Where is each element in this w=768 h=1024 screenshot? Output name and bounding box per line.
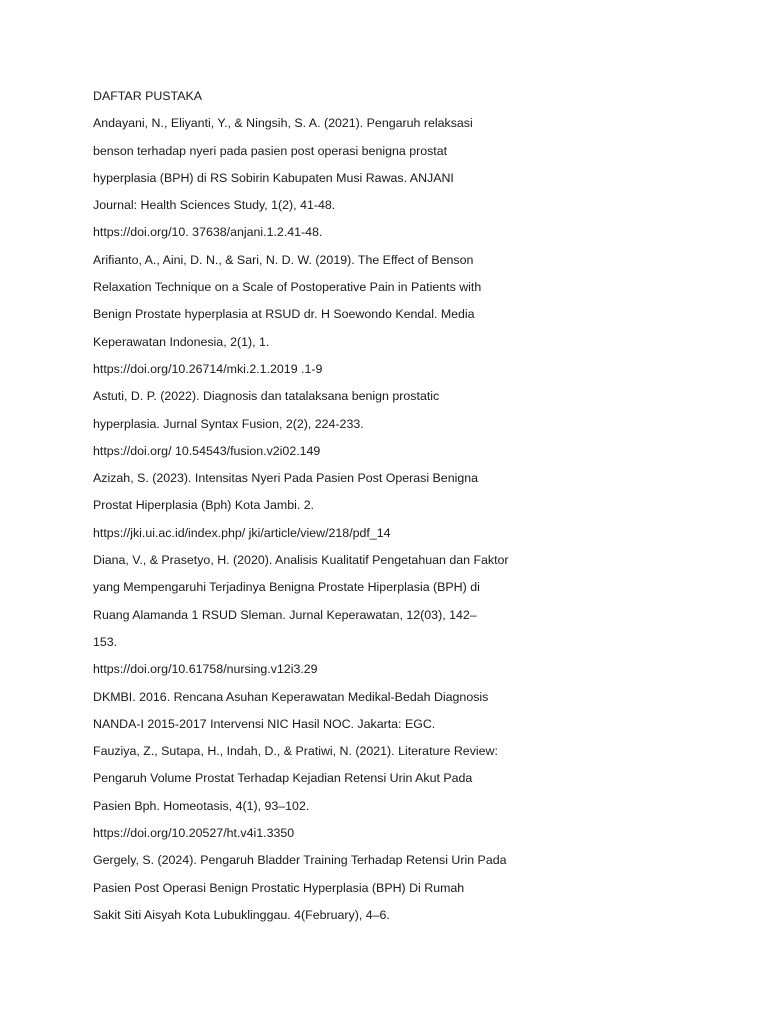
reference-line: Diana, V., & Prasetyo, H. (2020). Analisis Kualitatif Pengetahuan dan Faktor [93, 553, 509, 568]
reference-list [93, 83, 553, 929]
reference-line: hyperplasia. Jurnal Syntax Fusion, 2(2), 224-233. [93, 416, 364, 431]
reference-link[interactable]: https://doi.org/10.61758/nursing.v12i3.29 [93, 662, 318, 677]
reference-line: benson terhadap nyeri pada pasien post operasi benigna prostat [93, 143, 448, 158]
reference-line: Sakit Siti Aisyah Kota Lubuklinggau. 4(February), 4–6. [93, 907, 390, 922]
reference-line: Relaxation Technique on a Scale of Postoperative Pain in Patients with [93, 280, 482, 295]
reference-line: DKMBI. 2016. Rencana Asuhan Keperawatan Medikal-Bedah Diagnosis [93, 689, 489, 704]
reference-line: Prostat Hiperplasia (Bph) Kota Jambi. 2. [93, 498, 315, 513]
reference-line: Azizah, S. (2023). Intensitas Nyeri Pada Pasien Post Operasi Benigna [93, 471, 479, 486]
reference-link[interactable]: https://doi.org/10. 37638/anjani.1.2.41-48. [93, 225, 323, 240]
reference-line: NANDA-I 2015-2017 Intervensi NIC Hasil NOC. Jakarta: EGC. [93, 716, 436, 731]
reference-line: Journal: Health Sciences Study, 1(2), 41-48. [93, 198, 336, 213]
reference-line: Pengaruh Volume Prostat Terhadap Kejadian Retensi Urin Akut Pada [93, 771, 473, 786]
reference-line: yang Mempengaruhi Terjadinya Benigna Prostate Hiperplasia (BPH) di [93, 580, 480, 595]
reference-line: hyperplasia (BPH) di RS Sobirin Kabupaten Musi Rawas. ANJANI [93, 170, 454, 185]
reference-link[interactable]: https://doi.org/ 10.54543/fusion.v2i02.149 [93, 443, 321, 458]
reference-line: Astuti, D. P. (2022). Diagnosis dan tatalaksana benign prostatic [93, 389, 440, 404]
reference-line: Ruang Alamanda 1 RSUD Sleman. Jurnal Keperawatan, 12(03), 142– [93, 607, 477, 622]
page-title: DAFTAR PUSTAKA [93, 89, 203, 103]
reference-line: Arifianto, A., Aini, D. N., & Sari, N. D. W. (2019). The Effect of Benson [93, 252, 474, 267]
reference-line: 153. [93, 634, 118, 649]
reference-line: Benign Prostate hyperplasia at RSUD dr. H Soewondo Kendal. Media [93, 307, 475, 322]
reference-line: Fauziya, Z., Sutapa, H., Indah, D., & Pratiwi, N. (2021). Literature Review: [93, 744, 498, 759]
reference-line: Andayani, N., Eliyanti, Y., & Ningsih, S. A. (2021). Pengaruh relaksasi [93, 116, 473, 131]
reference-line: Keperawatan Indonesia, 2(1), 1. [93, 334, 270, 349]
reference-link[interactable]: https://doi.org/10.20527/ht.v4i1.3350 [93, 826, 295, 841]
reference-line: Gergely, S. (2024). Pengaruh Bladder Training Terhadap Retensi Urin Pada [93, 853, 507, 868]
reference-line: Pasien Bph. Homeotasis, 4(1), 93–102. [93, 798, 310, 813]
reference-line: Pasien Post Operasi Benign Prostatic Hyperplasia (BPH) Di Rumah [93, 880, 465, 895]
reference-link[interactable]: https://doi.org/10.26714/mki.2.1.2019 .1-9 [93, 361, 323, 376]
reference-link[interactable]: https://jki.ui.ac.id/index.php/ jki/article/view/218/pdf_14 [93, 525, 391, 540]
